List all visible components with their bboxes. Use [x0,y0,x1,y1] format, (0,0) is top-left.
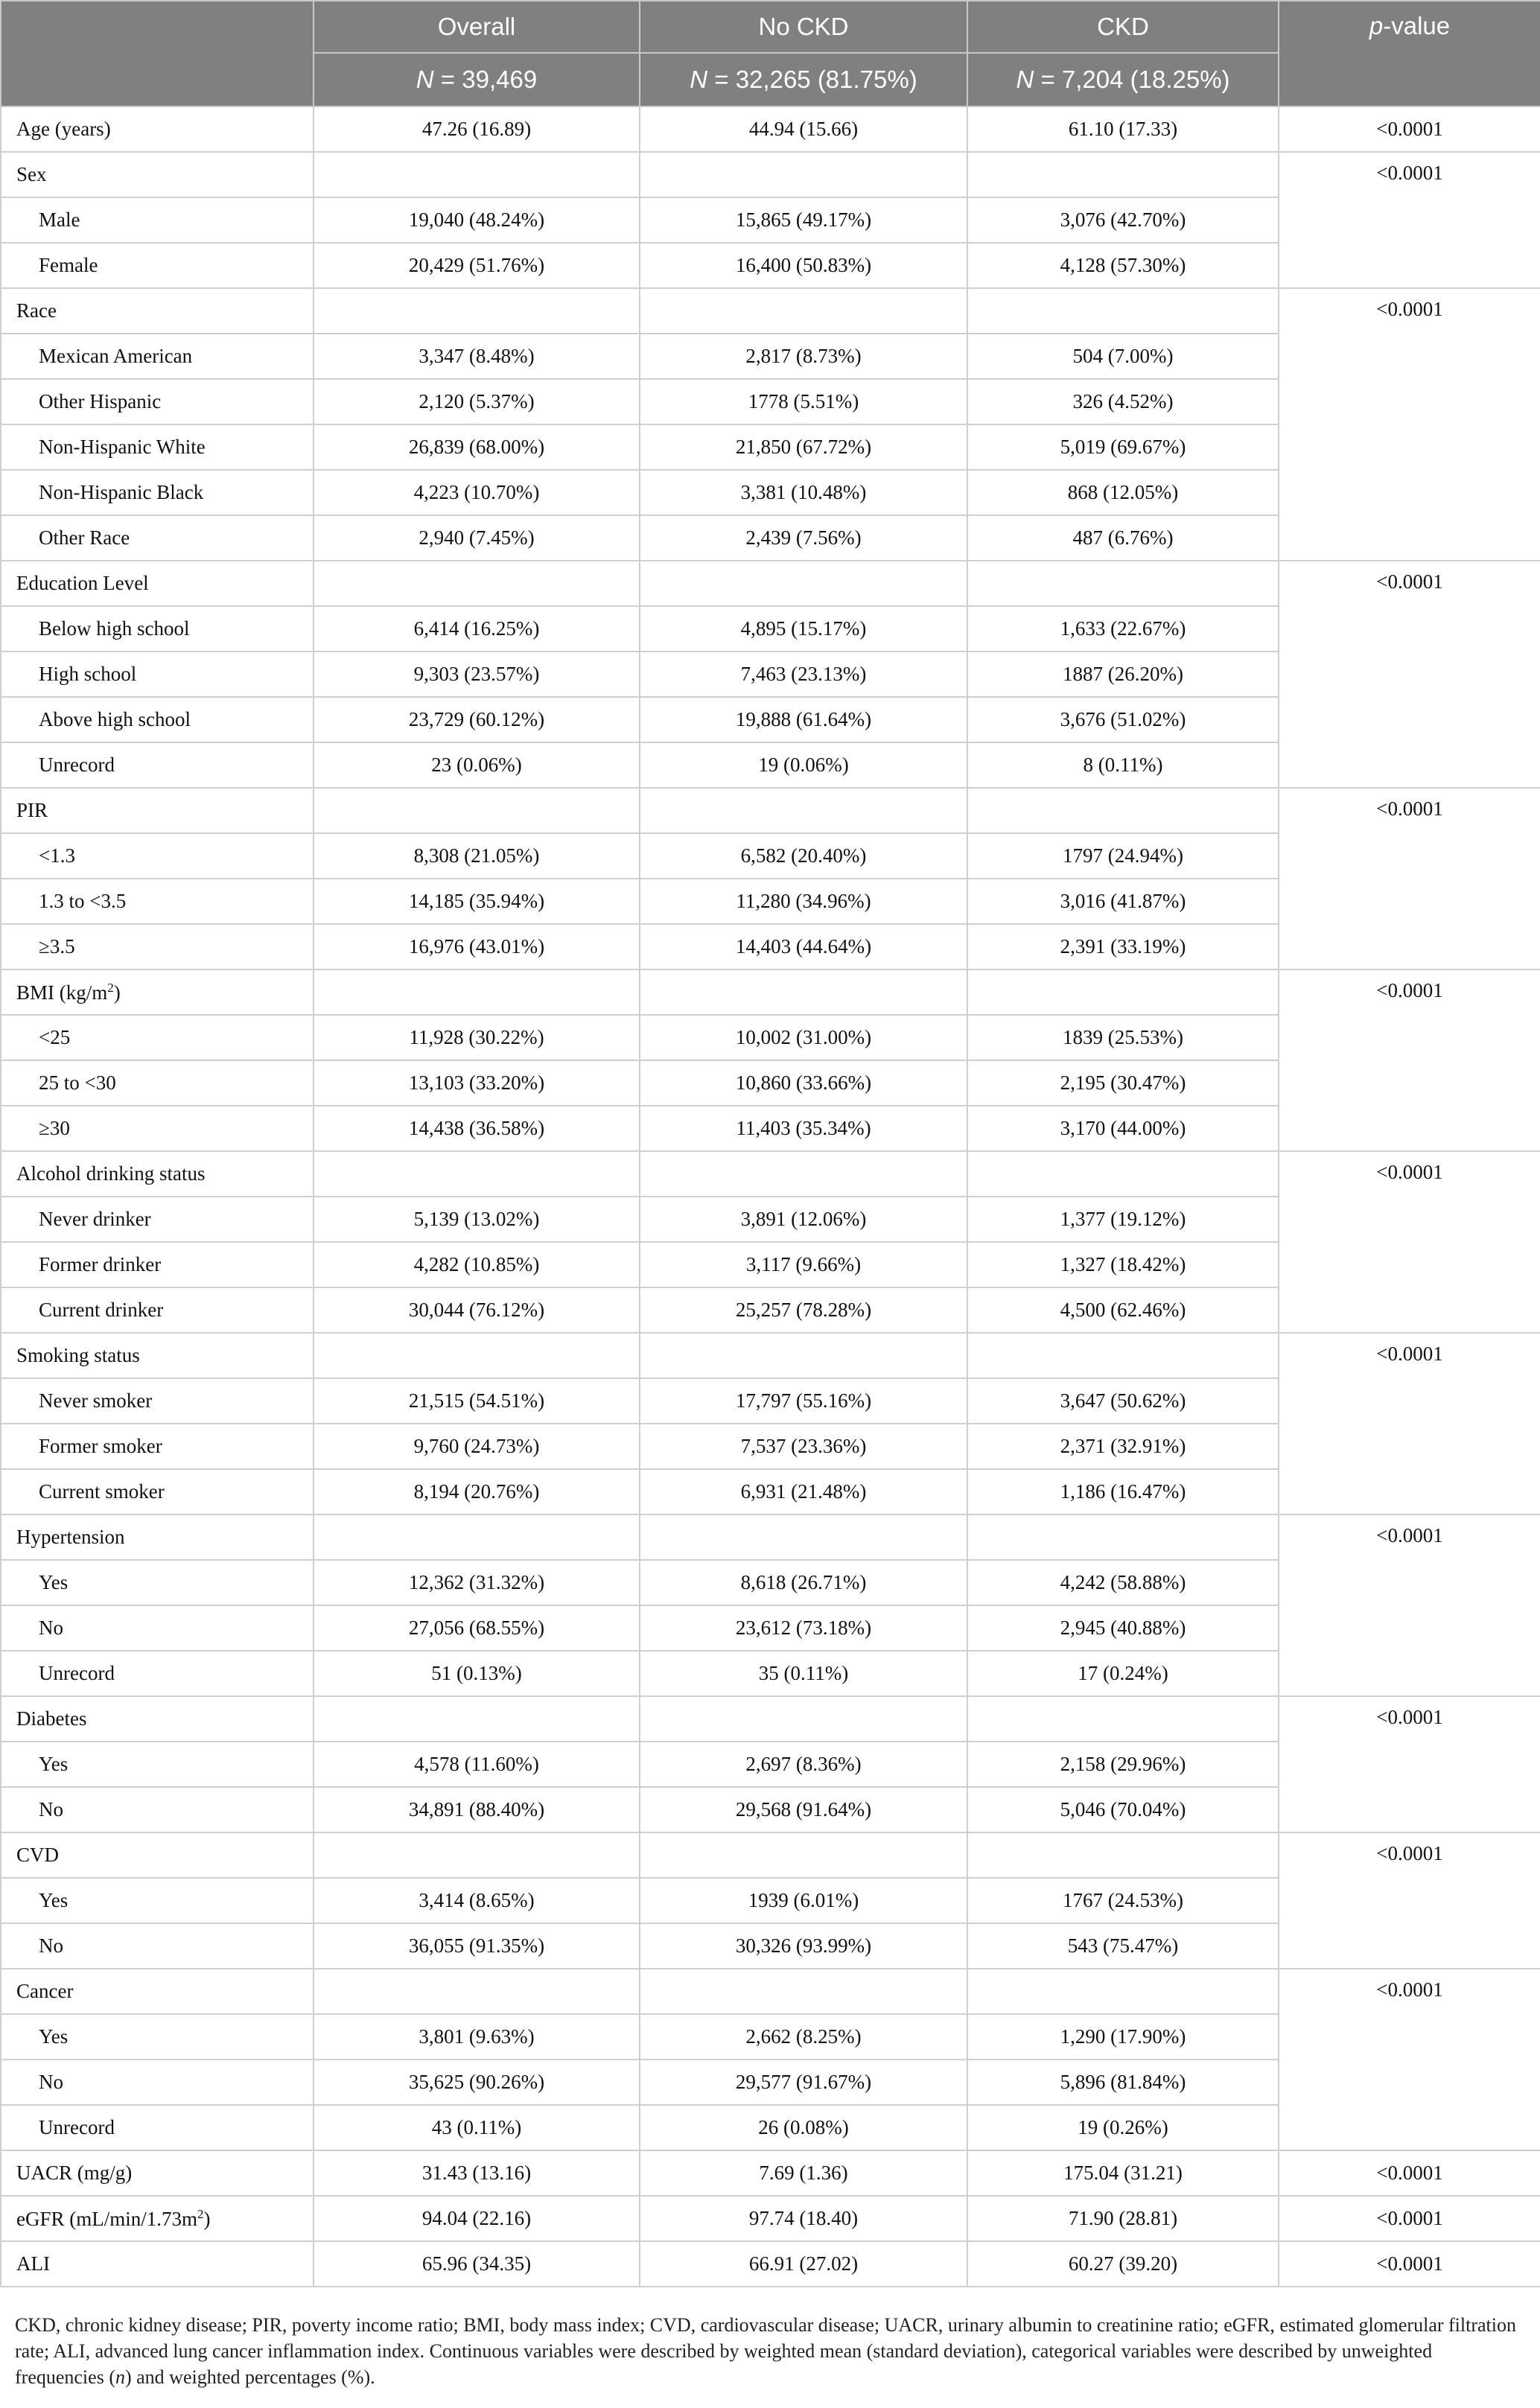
cell-value: 19,888 (61.64%) [640,697,967,742]
cell-value: 19 (0.06%) [640,742,967,788]
cell-value: 60.27 (39.20) [967,2241,1279,2287]
table-row [1,2196,1540,2241]
cell-value: 47.26 (16.89) [314,106,640,152]
p-value: <0.0001 [1279,2241,1540,2287]
cell-value: 6,931 (21.48%) [640,1469,967,1514]
variable-label-text: eGFR (mL/min/1.73m [16,2207,197,2230]
cell-value: 11,403 (35.34%) [640,1106,967,1151]
category-label: Former smoker [1,1424,314,1469]
cell-value: 14,403 (44.64%) [640,924,967,969]
table-row [1,152,1540,197]
variable-label [1,788,314,833]
header-overall: Overall [314,1,640,53]
cell-value: 71.90 (28.81) [967,2196,1279,2241]
category-label: Other Hispanic [1,379,314,424]
category-label: Yes [1,1560,314,1605]
cell-value: 3,801 (9.63%) [314,2014,640,2060]
table-row [1,1696,1540,1742]
superscript: 2 [197,2206,204,2221]
header-pvalue [1279,1,1540,106]
cell-value: 1,290 (17.90%) [967,2014,1279,2060]
variable-label-text: BMI (kg/m [16,981,108,1004]
category-label: Never drinker [1,1197,314,1242]
category-label: High school [1,652,314,697]
p-value: <0.0001 [1279,1832,1540,1969]
cell-value: 1767 (24.53%) [967,1878,1279,1923]
cell-value: 2,439 (7.56%) [640,515,967,561]
variable-label [1,1696,314,1742]
cell-value: 4,500 (62.46%) [967,1287,1279,1333]
table-row [1,2150,1540,2196]
cell-value: 5,046 (70.04%) [967,1787,1279,1832]
cell-value: 12,362 (31.32%) [314,1560,640,1605]
n-label: N [690,66,708,93]
p-value: <0.0001 [1279,2150,1540,2196]
cell-value: 543 (75.47%) [967,1923,1279,1969]
cell-value: 97.74 (18.40) [640,2196,967,2241]
p-value: <0.0001 [1279,2196,1540,2241]
variable-label-text: PIR [16,799,48,821]
header-no-ckd: No CKD [640,1,967,53]
n-label: N [1016,66,1034,93]
table-row [1,1333,1540,1378]
variable-label [1,1514,314,1560]
n-no-ckd [640,53,967,106]
variable-label-text: UACR (mg/g) [16,2162,133,2184]
variable-label [1,2196,314,2241]
table-row [1,1969,1540,2014]
n-label: N [416,66,434,93]
cell-value [967,969,1279,1015]
cell-value: 2,195 (30.47%) [967,1060,1279,1106]
p-value: <0.0001 [1279,1514,1540,1696]
cell-value: 1,633 (22.67%) [967,606,1279,652]
table-row [1,2241,1540,2287]
cell-value: 3,676 (51.02%) [967,697,1279,742]
cell-value: 31.43 (13.16) [314,2150,640,2196]
cell-value [314,1333,640,1378]
cell-value: 26,839 (68.00%) [314,424,640,470]
category-label: Yes [1,1878,314,1923]
cell-value: 30,044 (76.12%) [314,1287,640,1333]
table-row [1,106,1540,152]
cell-value: 11,928 (30.22%) [314,1015,640,1060]
cell-value [314,1832,640,1878]
cell-value: 3,076 (42.70%) [967,197,1279,243]
category-label: 1.3 to <3.5 [1,879,314,924]
cell-value: 19 (0.26%) [967,2105,1279,2150]
category-label: <25 [1,1015,314,1060]
cell-value: 14,185 (35.94%) [314,879,640,924]
cell-value: 1887 (26.20%) [967,652,1279,697]
cell-value: 868 (12.05%) [967,470,1279,515]
cell-value: 21,850 (67.72%) [640,424,967,470]
cell-value: 3,347 (8.48%) [314,334,640,379]
p-value: <0.0001 [1279,288,1540,561]
variable-label-text: ALI [16,2252,50,2275]
cell-value: 3,117 (9.66%) [640,1242,967,1287]
category-label: ≥3.5 [1,924,314,969]
cell-value: 1939 (6.01%) [640,1878,967,1923]
category-label: No [1,1923,314,1969]
category-label: Other Race [1,515,314,561]
cell-value [640,152,967,197]
category-label: Former drinker [1,1242,314,1287]
cell-value: 7.69 (1.36) [640,2150,967,2196]
cell-value [314,788,640,833]
cell-value: 30,326 (93.99%) [640,1923,967,1969]
cell-value: 16,976 (43.01%) [314,924,640,969]
p-value: <0.0001 [1279,1333,1540,1514]
cell-value [967,1969,1279,2014]
cell-value [967,1514,1279,1560]
variable-label-text: Sex [16,163,47,185]
cell-value: 2,945 (40.88%) [967,1605,1279,1651]
header-corner [1,1,314,106]
cell-value [314,152,640,197]
category-label: No [1,2060,314,2105]
pvalue-rest: -value [1383,12,1451,39]
variable-label [1,969,314,1015]
category-label: No [1,1787,314,1832]
cell-value: 11,280 (34.96%) [640,879,967,924]
header-ckd: CKD [967,1,1279,53]
cell-value: 23,612 (73.18%) [640,1605,967,1651]
category-label: 25 to <30 [1,1060,314,1106]
variable-label [1,106,314,152]
cell-value: 1839 (25.53%) [967,1015,1279,1060]
variable-label [1,1832,314,1878]
cell-value [967,788,1279,833]
cell-value: 175.04 (31.21) [967,2150,1279,2196]
table-row [1,288,1540,334]
category-label: Unrecord [1,742,314,788]
category-label: Current smoker [1,1469,314,1514]
p-value: <0.0001 [1279,788,1540,969]
cell-value: 6,414 (16.25%) [314,606,640,652]
variable-label-tail: ) [203,2207,211,2230]
cell-value: 36,055 (91.35%) [314,1923,640,1969]
cell-value [967,1151,1279,1197]
cell-value: 2,391 (33.19%) [967,924,1279,969]
cell-value: 2,662 (8.25%) [640,2014,967,2060]
table-row [1,1151,1540,1197]
footnote-n: n [115,2366,125,2388]
category-label: Never smoker [1,1378,314,1424]
cell-value: 13,103 (33.20%) [314,1060,640,1106]
variable-label-text: Alcohol drinking status [16,1162,206,1185]
variable-label [1,1333,314,1378]
cell-value: 3,891 (12.06%) [640,1197,967,1242]
cell-value [640,1333,967,1378]
category-label: Yes [1,1742,314,1787]
table-row [1,1832,1540,1878]
cell-value [314,1696,640,1742]
cell-value: 35,625 (90.26%) [314,2060,640,2105]
cell-value: 9,303 (23.57%) [314,652,640,697]
cell-value [314,1969,640,2014]
cell-value [314,969,640,1015]
cell-value: 487 (6.76%) [967,515,1279,561]
category-label: Male [1,197,314,243]
variable-label-text: CVD [16,1844,60,1866]
cell-value [967,152,1279,197]
cell-value [314,1514,640,1560]
cell-value [640,561,967,606]
cell-value: 94.04 (22.16) [314,2196,640,2241]
cell-value: 326 (4.52%) [967,379,1279,424]
cell-value: 1,186 (16.47%) [967,1469,1279,1514]
cell-value: 26 (0.08%) [640,2105,967,2150]
variable-label [1,152,314,197]
cell-value [314,288,640,334]
cell-value [640,1151,967,1197]
cell-value: 29,577 (91.67%) [640,2060,967,2105]
cell-value: 8,618 (26.71%) [640,1560,967,1605]
category-label: Female [1,243,314,288]
category-label: ≥30 [1,1106,314,1151]
cell-value: 2,940 (7.45%) [314,515,640,561]
table-row [1,969,1540,1015]
variable-label [1,561,314,606]
category-label: Non-Hispanic White [1,424,314,470]
category-label: Unrecord [1,2105,314,2150]
cell-value: 4,578 (11.60%) [314,1742,640,1787]
cell-value: 1778 (5.51%) [640,379,967,424]
cell-value [640,969,967,1015]
category-label: Yes [1,2014,314,2060]
cell-value: 1797 (24.94%) [967,833,1279,879]
cell-value [314,561,640,606]
cell-value: 8 (0.11%) [967,742,1279,788]
variable-label-text: Age (years) [16,118,111,140]
cell-value: 8,308 (21.05%) [314,833,640,879]
category-label: Unrecord [1,1651,314,1696]
cell-value: 29,568 (91.64%) [640,1787,967,1832]
cell-value: 6,582 (20.40%) [640,833,967,879]
cell-value [640,1832,967,1878]
cell-value: 4,242 (58.88%) [967,1560,1279,1605]
cell-value: 3,016 (41.87%) [967,879,1279,924]
cell-value: 2,120 (5.37%) [314,379,640,424]
footnote [15,2312,1523,2390]
cell-value: 17,797 (55.16%) [640,1378,967,1424]
cell-value: 21,515 (54.51%) [314,1378,640,1424]
cell-value [640,1969,967,2014]
cell-value: 9,760 (24.73%) [314,1424,640,1469]
cell-value: 1,377 (19.12%) [967,1197,1279,1242]
footnote-text-2: ) and weighted percentages (%). [124,2366,375,2388]
cell-value: 1,327 (18.42%) [967,1242,1279,1287]
cell-value: 10,860 (33.66%) [640,1060,967,1106]
cell-value: 10,002 (31.00%) [640,1015,967,1060]
cell-value: 5,019 (69.67%) [967,424,1279,470]
cell-value: 27,056 (68.55%) [314,1605,640,1651]
cell-value: 44.94 (15.66) [640,106,967,152]
cell-value: 15,865 (49.17%) [640,197,967,243]
cell-value [967,561,1279,606]
variable-label [1,2241,314,2287]
cell-value: 4,282 (10.85%) [314,1242,640,1287]
cell-value: 34,891 (88.40%) [314,1787,640,1832]
category-label: Mexican American [1,334,314,379]
variable-label [1,288,314,334]
n-ckd-value: = 7,204 (18.25%) [1034,66,1230,93]
cell-value [314,1151,640,1197]
cell-value [967,1333,1279,1378]
cell-value: 23,729 (60.12%) [314,697,640,742]
cell-value: 19,040 (48.24%) [314,197,640,243]
variable-label [1,1969,314,2014]
cell-value: 5,139 (13.02%) [314,1197,640,1242]
cell-value: 43 (0.11%) [314,2105,640,2150]
variable-label [1,2150,314,2196]
cell-value: 3,170 (44.00%) [967,1106,1279,1151]
cell-value: 14,438 (36.58%) [314,1106,640,1151]
category-label: Below high school [1,606,314,652]
n-overall-value: = 39,469 [433,66,538,93]
cell-value [967,1832,1279,1878]
p-value: <0.0001 [1279,1969,1540,2150]
cell-value: 7,537 (23.36%) [640,1424,967,1469]
superscript: 2 [107,980,114,995]
cell-value: 17 (0.24%) [967,1651,1279,1696]
cell-value: 3,381 (10.48%) [640,470,967,515]
table-row [1,788,1540,833]
cell-value [640,1514,967,1560]
cell-value: 25,257 (78.28%) [640,1287,967,1333]
footnote-text-1: CKD, chronic kidney disease; PIR, poverty income ratio; BMI, body mass index; CVD, cardiovascular disease; UACR, urinary albumin to creatinine ratio; eGFR, estimated glomerular filtration rate; ALI, advanced lung cancer inflammation index. Continuous variables were described by weighted mean (standard deviation), categorical variables were described by unweighted frequencies ( [15,2314,1516,2388]
cell-value: 66.91 (27.02) [640,2241,967,2287]
p-value: <0.0001 [1279,969,1540,1151]
cell-value [640,788,967,833]
pvalue-p: p [1369,12,1384,39]
cell-value: 8,194 (20.76%) [314,1469,640,1514]
n-ckd [967,53,1279,106]
cell-value: 4,128 (57.30%) [967,243,1279,288]
p-value: <0.0001 [1279,106,1540,152]
variable-label-text: Diabetes [16,1707,87,1730]
cell-value: 2,817 (8.73%) [640,334,967,379]
table-body [1,106,1540,2287]
table-row [1,561,1540,606]
cell-value: 4,895 (15.17%) [640,606,967,652]
p-value: <0.0001 [1279,1696,1540,1832]
cell-value: 3,414 (8.65%) [314,1878,640,1923]
cell-value: 2,158 (29.96%) [967,1742,1279,1787]
n-overall [314,53,640,106]
cell-value: 35 (0.11%) [640,1651,967,1696]
cell-value [640,288,967,334]
cell-value [967,1696,1279,1742]
category-label: <1.3 [1,833,314,879]
cell-value: 51 (0.13%) [314,1651,640,1696]
cell-value [640,1696,967,1742]
cell-value [967,288,1279,334]
cell-value: 3,647 (50.62%) [967,1378,1279,1424]
category-label: No [1,1605,314,1651]
table-row [1,1514,1540,1560]
p-value: <0.0001 [1279,561,1540,788]
variable-label-tail: ) [113,981,121,1004]
variable-label-text: Race [16,299,57,322]
variable-label-text: Hypertension [16,1526,125,1548]
category-label: Above high school [1,697,314,742]
cell-value: 65.96 (34.35) [314,2241,640,2287]
n-no-ckd-value: = 32,265 (81.75%) [707,66,917,93]
cell-value: 2,697 (8.36%) [640,1742,967,1787]
cell-value: 4,223 (10.70%) [314,470,640,515]
cell-value: 23 (0.06%) [314,742,640,788]
category-label: Current drinker [1,1287,314,1333]
cell-value: 7,463 (23.13%) [640,652,967,697]
cell-value: 2,371 (32.91%) [967,1424,1279,1469]
category-label: Non-Hispanic Black [1,470,314,515]
cell-value: 61.10 (17.33) [967,106,1279,152]
cell-value: 16,400 (50.83%) [640,243,967,288]
variable-label-text: Cancer [16,1980,74,2002]
p-value: <0.0001 [1279,1151,1540,1333]
variable-label [1,1151,314,1197]
cell-value: 5,896 (81.84%) [967,2060,1279,2105]
variable-label-text: Education Level [16,572,149,594]
cell-value: 20,429 (51.76%) [314,243,640,288]
variable-label-text: Smoking status [16,1344,140,1366]
p-value: <0.0001 [1279,152,1540,288]
cell-value: 504 (7.00%) [967,334,1279,379]
